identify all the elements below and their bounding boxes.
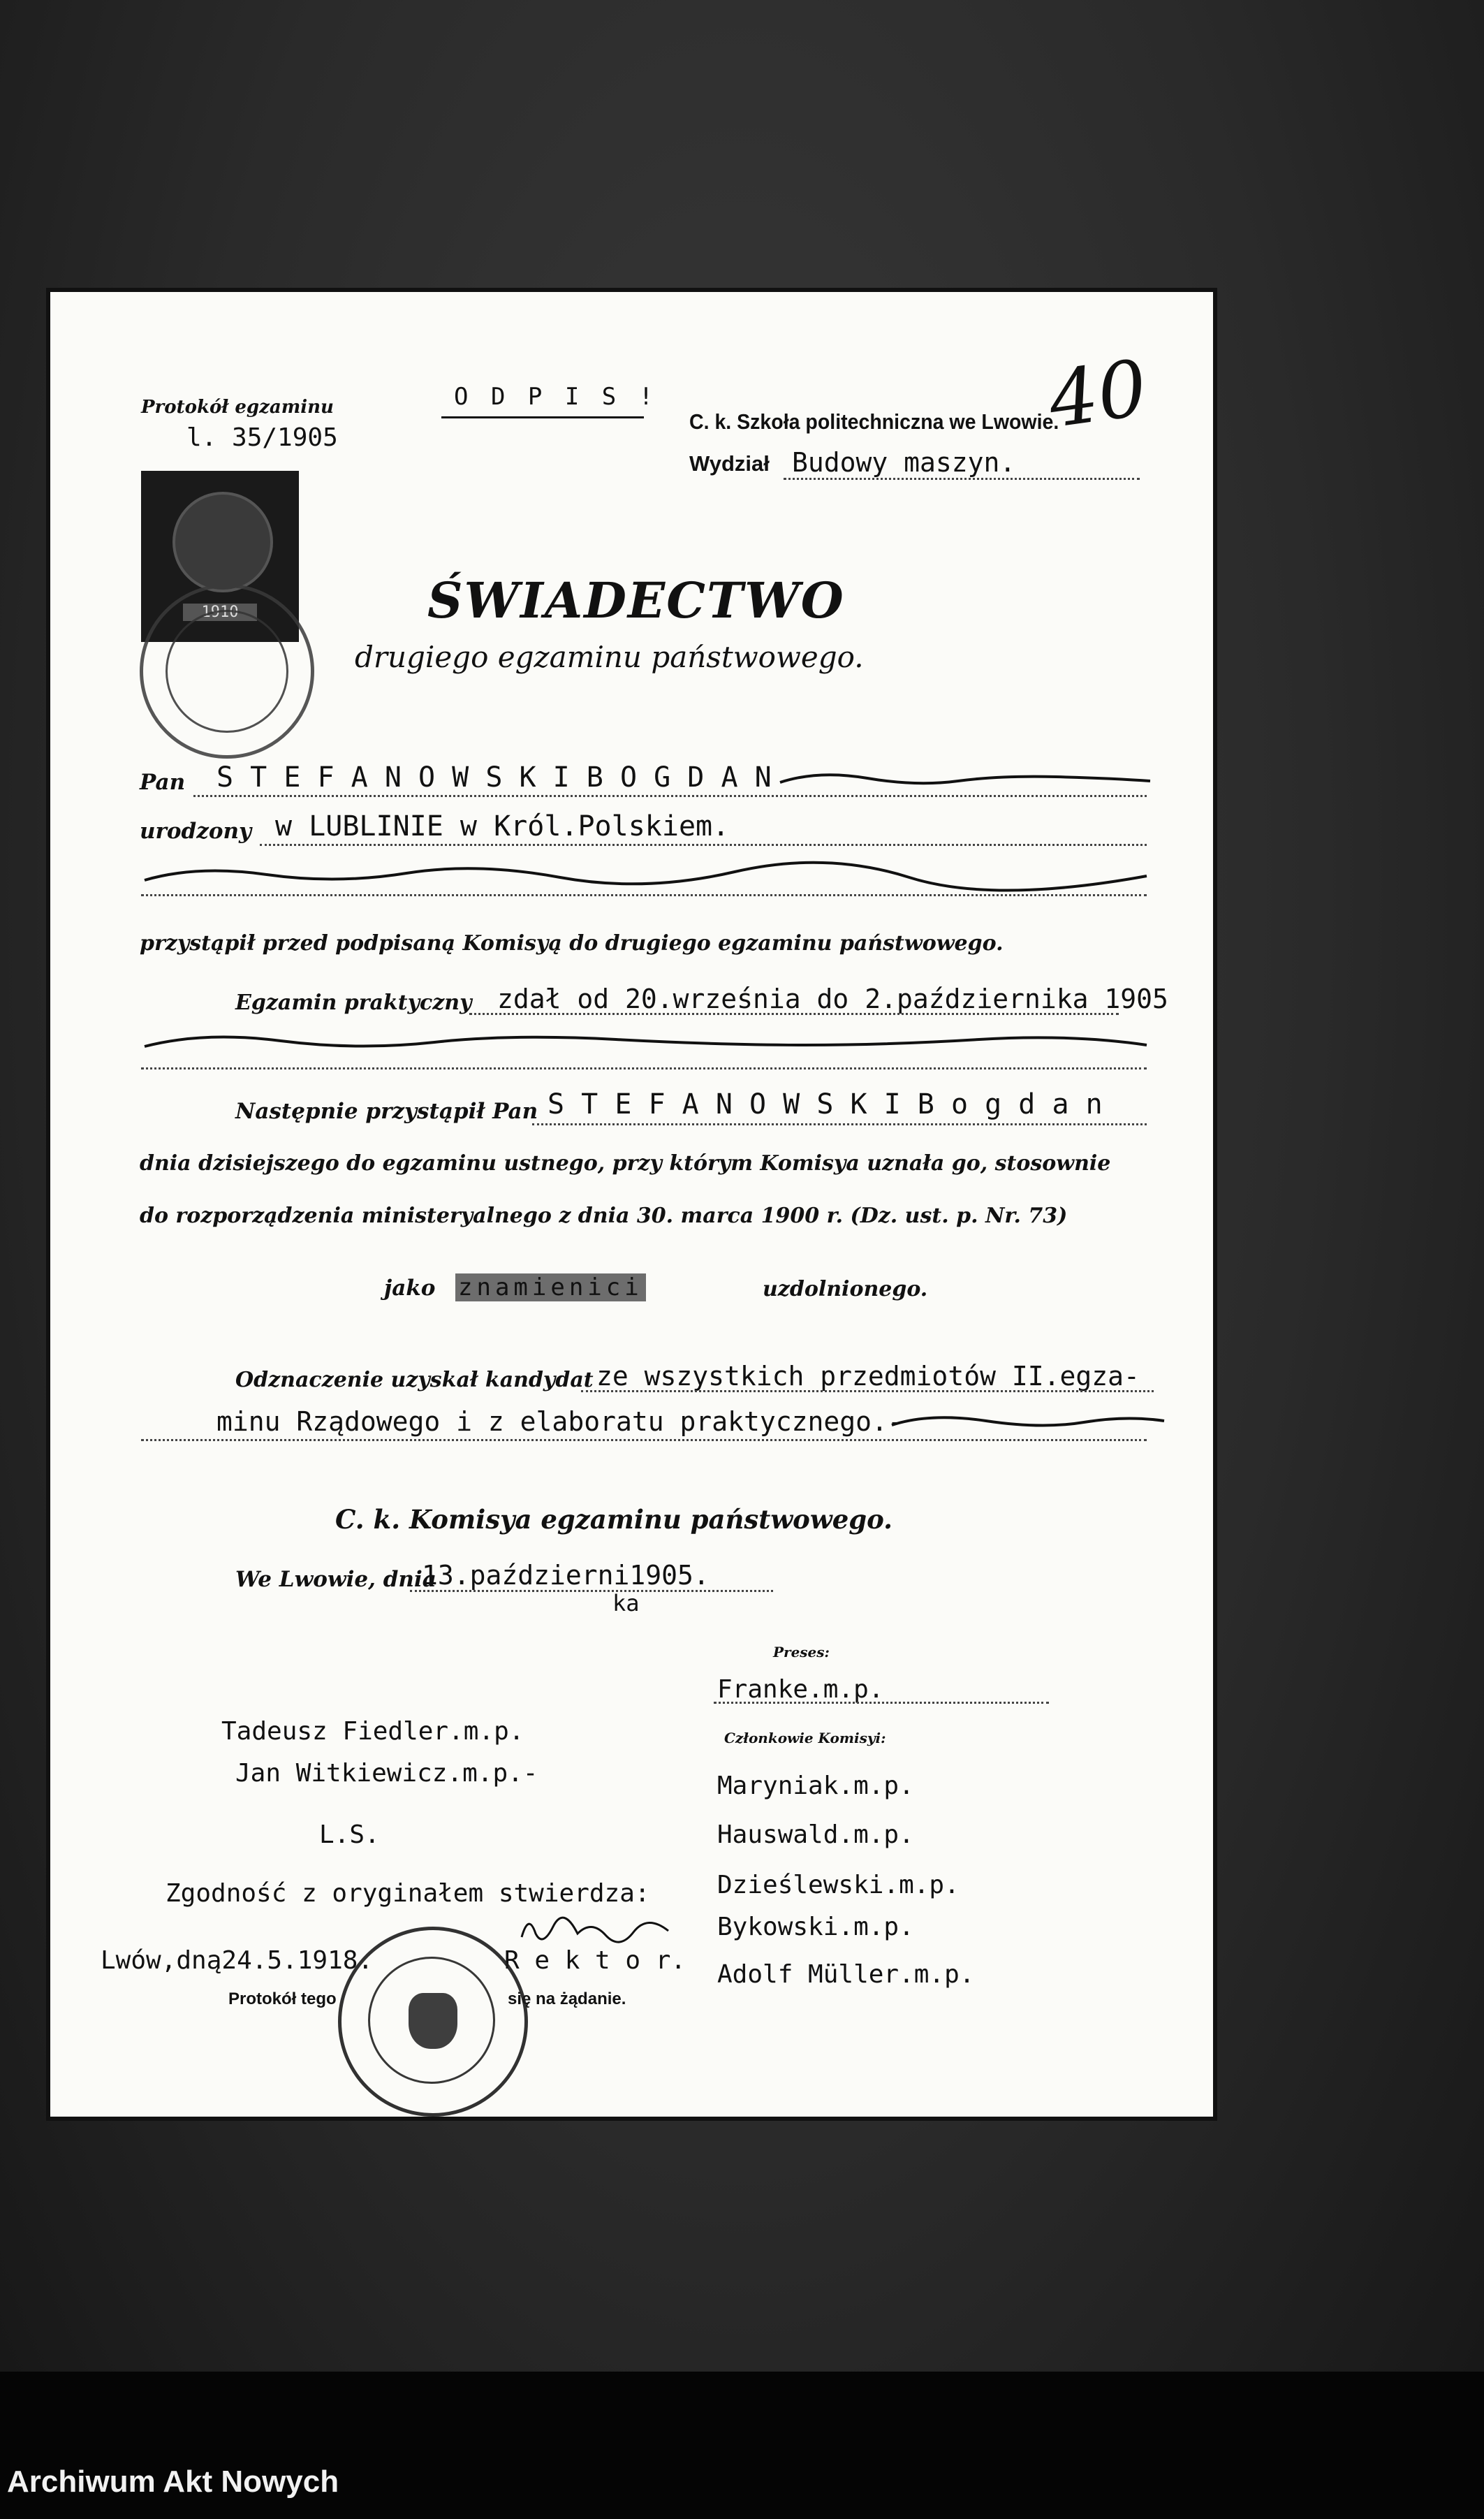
conformity-text: Zgodność z oryginałem stwierdza: (166, 1879, 650, 1908)
protocol-number: l. 35/1905 (186, 423, 338, 452)
distinction-value-1: ze wszystkich przedmiotów II.egza- (596, 1361, 1140, 1392)
signer-witkiewicz: Jan Witkiewicz.m.p.- (235, 1759, 538, 1788)
born-dotline (260, 844, 1147, 846)
distinction-value-2: minu Rządowego i z elaboratu praktycznego.- (216, 1406, 904, 1437)
department-dotline (784, 478, 1140, 480)
members-label: Członkowie Komisyi: (724, 1730, 886, 1746)
rektor-label: R e k t o r. (504, 1946, 686, 1975)
lwow-date: Lwów,dną24.5.1918. (101, 1946, 374, 1975)
department-label: Wydział (689, 451, 770, 476)
body-line-3: do rozporządzenia ministeryalnego z dnia 30. marca 1900 r. (Dz. ust. p. Nr. 73) (140, 1204, 1068, 1228)
member-1: Maryniak.m.p. (717, 1772, 914, 1800)
jako-suffix: uzdolnionego. (763, 1277, 928, 1301)
approach-text: przystąpił przed podpisaną Komisyą do drugiego egzaminu państwowego. (140, 931, 1004, 956)
date-suffix: ka (612, 1590, 640, 1616)
practical-value: zdał od 20.września do 2.października 1905 (497, 984, 1168, 1014)
preses-dotline (714, 1702, 1049, 1704)
odpis-underline (441, 416, 644, 418)
born-dotline-2 (141, 894, 1147, 896)
certificate-page (50, 292, 1213, 2117)
signer-fiedler: Tadeusz Fiedler.m.p. (221, 1717, 524, 1746)
member-2: Hauswald.m.p. (717, 1820, 914, 1849)
preses-value: Franke.m.p. (717, 1675, 884, 1704)
next-value: S T E F A N O W S K I B o g d a n (548, 1088, 1103, 1120)
school-seal-bottom (338, 1927, 528, 2117)
member-5: Adolf Müller.m.p. (717, 1960, 975, 1989)
practical-label: Egzamin praktyczny (235, 991, 472, 1015)
date-dotline (410, 1590, 773, 1592)
commission-heading: C. k. Komisya egzaminu państwowego. (335, 1504, 893, 1535)
practical-dotline (469, 1013, 1119, 1015)
department-value: Budowy maszyn. (792, 447, 1016, 478)
archive-label: Archiwum Akt Nowych (7, 2465, 339, 2499)
date-value: 13.październi1905. (422, 1560, 710, 1591)
school-seal-top (140, 584, 314, 759)
stamp-year: 1910 (183, 604, 257, 621)
practical-fill-stroke (141, 1027, 1154, 1062)
certificate-subtitle: drugiego egzaminu państwowego. (355, 640, 864, 674)
distinction-fill-stroke (888, 1410, 1168, 1438)
page-number: 40 (1043, 342, 1153, 446)
distinction-dotline-1 (581, 1390, 1154, 1392)
certificate-title: ŚWIADECTWO (427, 571, 845, 629)
pan-value: S T E F A N O W S K I B O G D A N (216, 761, 772, 794)
member-4: Bykowski.m.p. (717, 1913, 914, 1941)
next-label: Następnie przystąpił Pan (235, 1099, 538, 1124)
pan-fill-stroke (777, 767, 1154, 795)
practical-dotline-2 (141, 1067, 1147, 1069)
body-line-2: dnia dzisiejszego do egzaminu ustnego, przy którym Komisya uznała go, stosownie (140, 1151, 1111, 1176)
footnote-b: się na żądanie. (508, 1989, 626, 2008)
ls-mark: L.S. (319, 1820, 380, 1849)
footnote-a: Protokół tego (228, 1989, 337, 2008)
protocol-label: Protokół egzaminu (141, 397, 334, 418)
school-name: C. k. Szkoła politechniczna we Lwowie. (689, 409, 1059, 434)
born-fill-stroke (141, 859, 1154, 894)
born-value: w LUBLINIE w Król.Polskiem. (275, 810, 730, 842)
next-dotline (532, 1123, 1147, 1125)
born-label: urodzony (140, 819, 252, 844)
jako-value: znamienici (455, 1273, 646, 1301)
distinction-label: Odznaczenie uzyskał kandydat (235, 1368, 594, 1392)
jako-label: jako (384, 1276, 436, 1301)
pan-label: Pan (140, 770, 186, 795)
distinction-dotline-2 (141, 1439, 1147, 1441)
odpis-heading: O D P I S ! (454, 383, 658, 411)
preses-label: Preses: (773, 1644, 830, 1660)
date-label: We Lwowie, dnia (235, 1567, 436, 1592)
member-3: Dzieślewski.m.p. (717, 1871, 960, 1899)
pan-dotline (193, 795, 1147, 797)
